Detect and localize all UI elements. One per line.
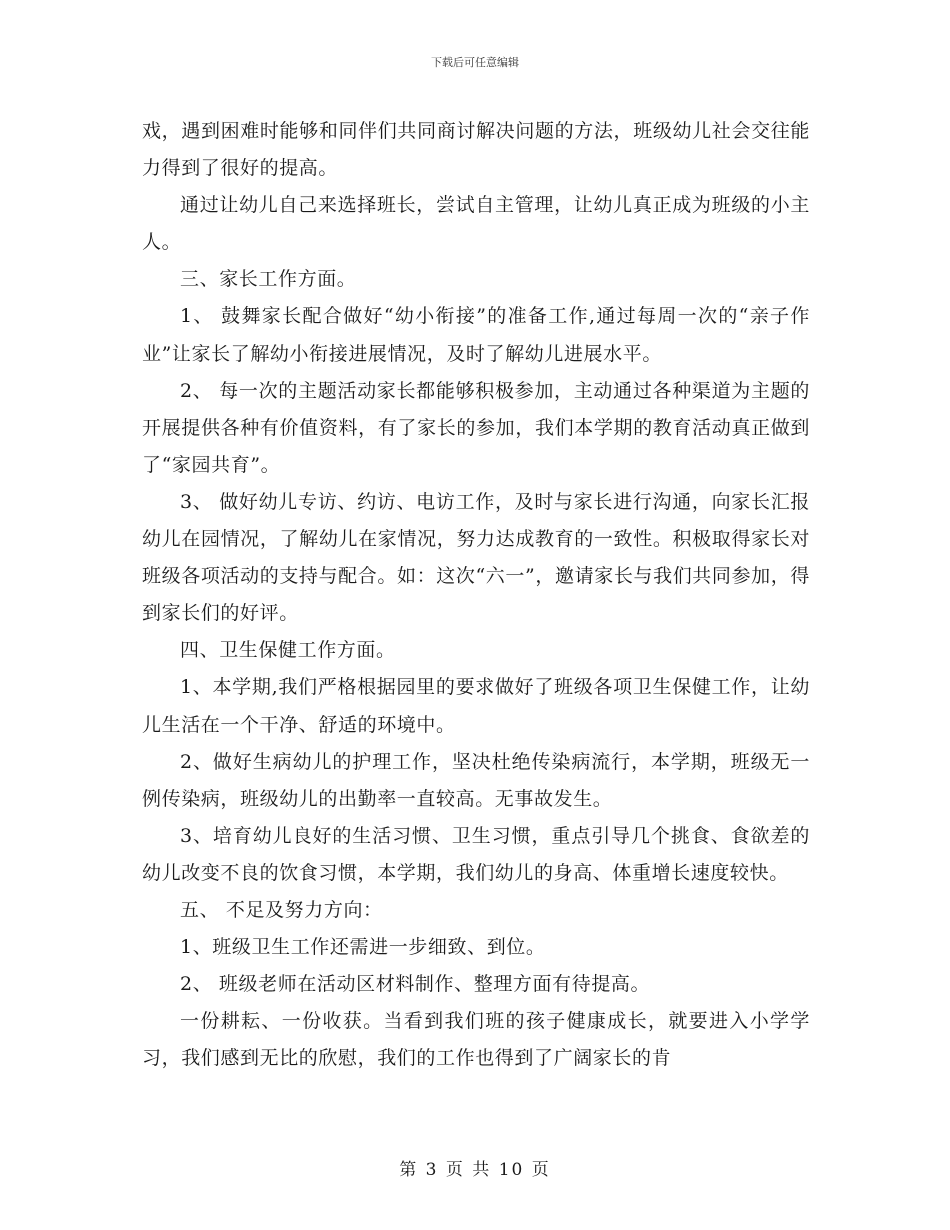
paragraph: 2、 班级老师在活动区材料制作、整理方面有待提高。 bbox=[180, 973, 651, 996]
paragraph: 戏，遇到困难时能够和同伴们共同商讨解决问题的方法，班级幼儿社会交往能力得到了很好的提高。 bbox=[142, 120, 810, 180]
section-heading: 五、 不足及努力方向： bbox=[180, 898, 383, 921]
section-heading: 四、卫生保健工作方面。 bbox=[180, 639, 396, 662]
section-heading: 三、家长工作方面。 bbox=[180, 268, 357, 291]
paragraph: 1、班级卫生工作还需进一步细致、到位。 bbox=[180, 936, 546, 959]
paragraph: 2、 每一次的主题活动家长都能够积极参加，主动通过各种渠道为主题的开展提供各种有价值资料，有了家长的参加，我们本学期的教育活动真正做到了“家园共育”。 bbox=[142, 379, 810, 476]
page-number: 第 3 页 共 10 页 bbox=[399, 1160, 551, 1180]
paragraph: 一份耕耘、一份收获。当看到我们班的孩子健康成长，就要进入小学学习，我们感到无比的欣慰，我们的工作也得到了广阔家长的肯 bbox=[142, 1010, 810, 1070]
paragraph: 通过让幼儿自己来选择班长，尝试自主管理，让幼儿真正成为班级的小主人。 bbox=[142, 194, 810, 254]
paragraph: 1、本学期,我们严格根据园里的要求做好了班级各项卫生保健工作，让幼儿生活在一个干净、舒适的环境中。 bbox=[142, 676, 810, 736]
paragraph: 2、做好生病幼儿的护理工作，坚决杜绝传染病流行，本学期，班级无一例传染病，班级幼儿的出勤率一直较高。无事故发生。 bbox=[142, 750, 810, 810]
paragraph: 3、培育幼儿良好的生活习惯、卫生习惯，重点引导几个挑食、食欲差的幼儿改变不良的饮食习惯，本学期，我们幼儿的身高、体重增长速度较快。 bbox=[142, 824, 810, 884]
paragraph: 1、 鼓舞家长配合做好“幼小衔接”的准备工作,通过每周一次的“亲子作业”让家长了解幼小衔接进展情况，及时了解幼儿进展水平。 bbox=[142, 305, 810, 365]
page-header-note: 下载后可任意编辑 bbox=[431, 56, 519, 69]
document-body bbox=[142, 113, 810, 1077]
paragraph: 3、 做好幼儿专访、约访、电访工作，及时与家长进行沟通，向家长汇报幼儿在园情况，了解幼儿在家情况，努力达成教育的一致性。积极取得家长对班级各项活动的支持与配合。如：这次“六一”，邀请家长与我们共同参加，得到家长们的好评。 bbox=[142, 490, 810, 625]
